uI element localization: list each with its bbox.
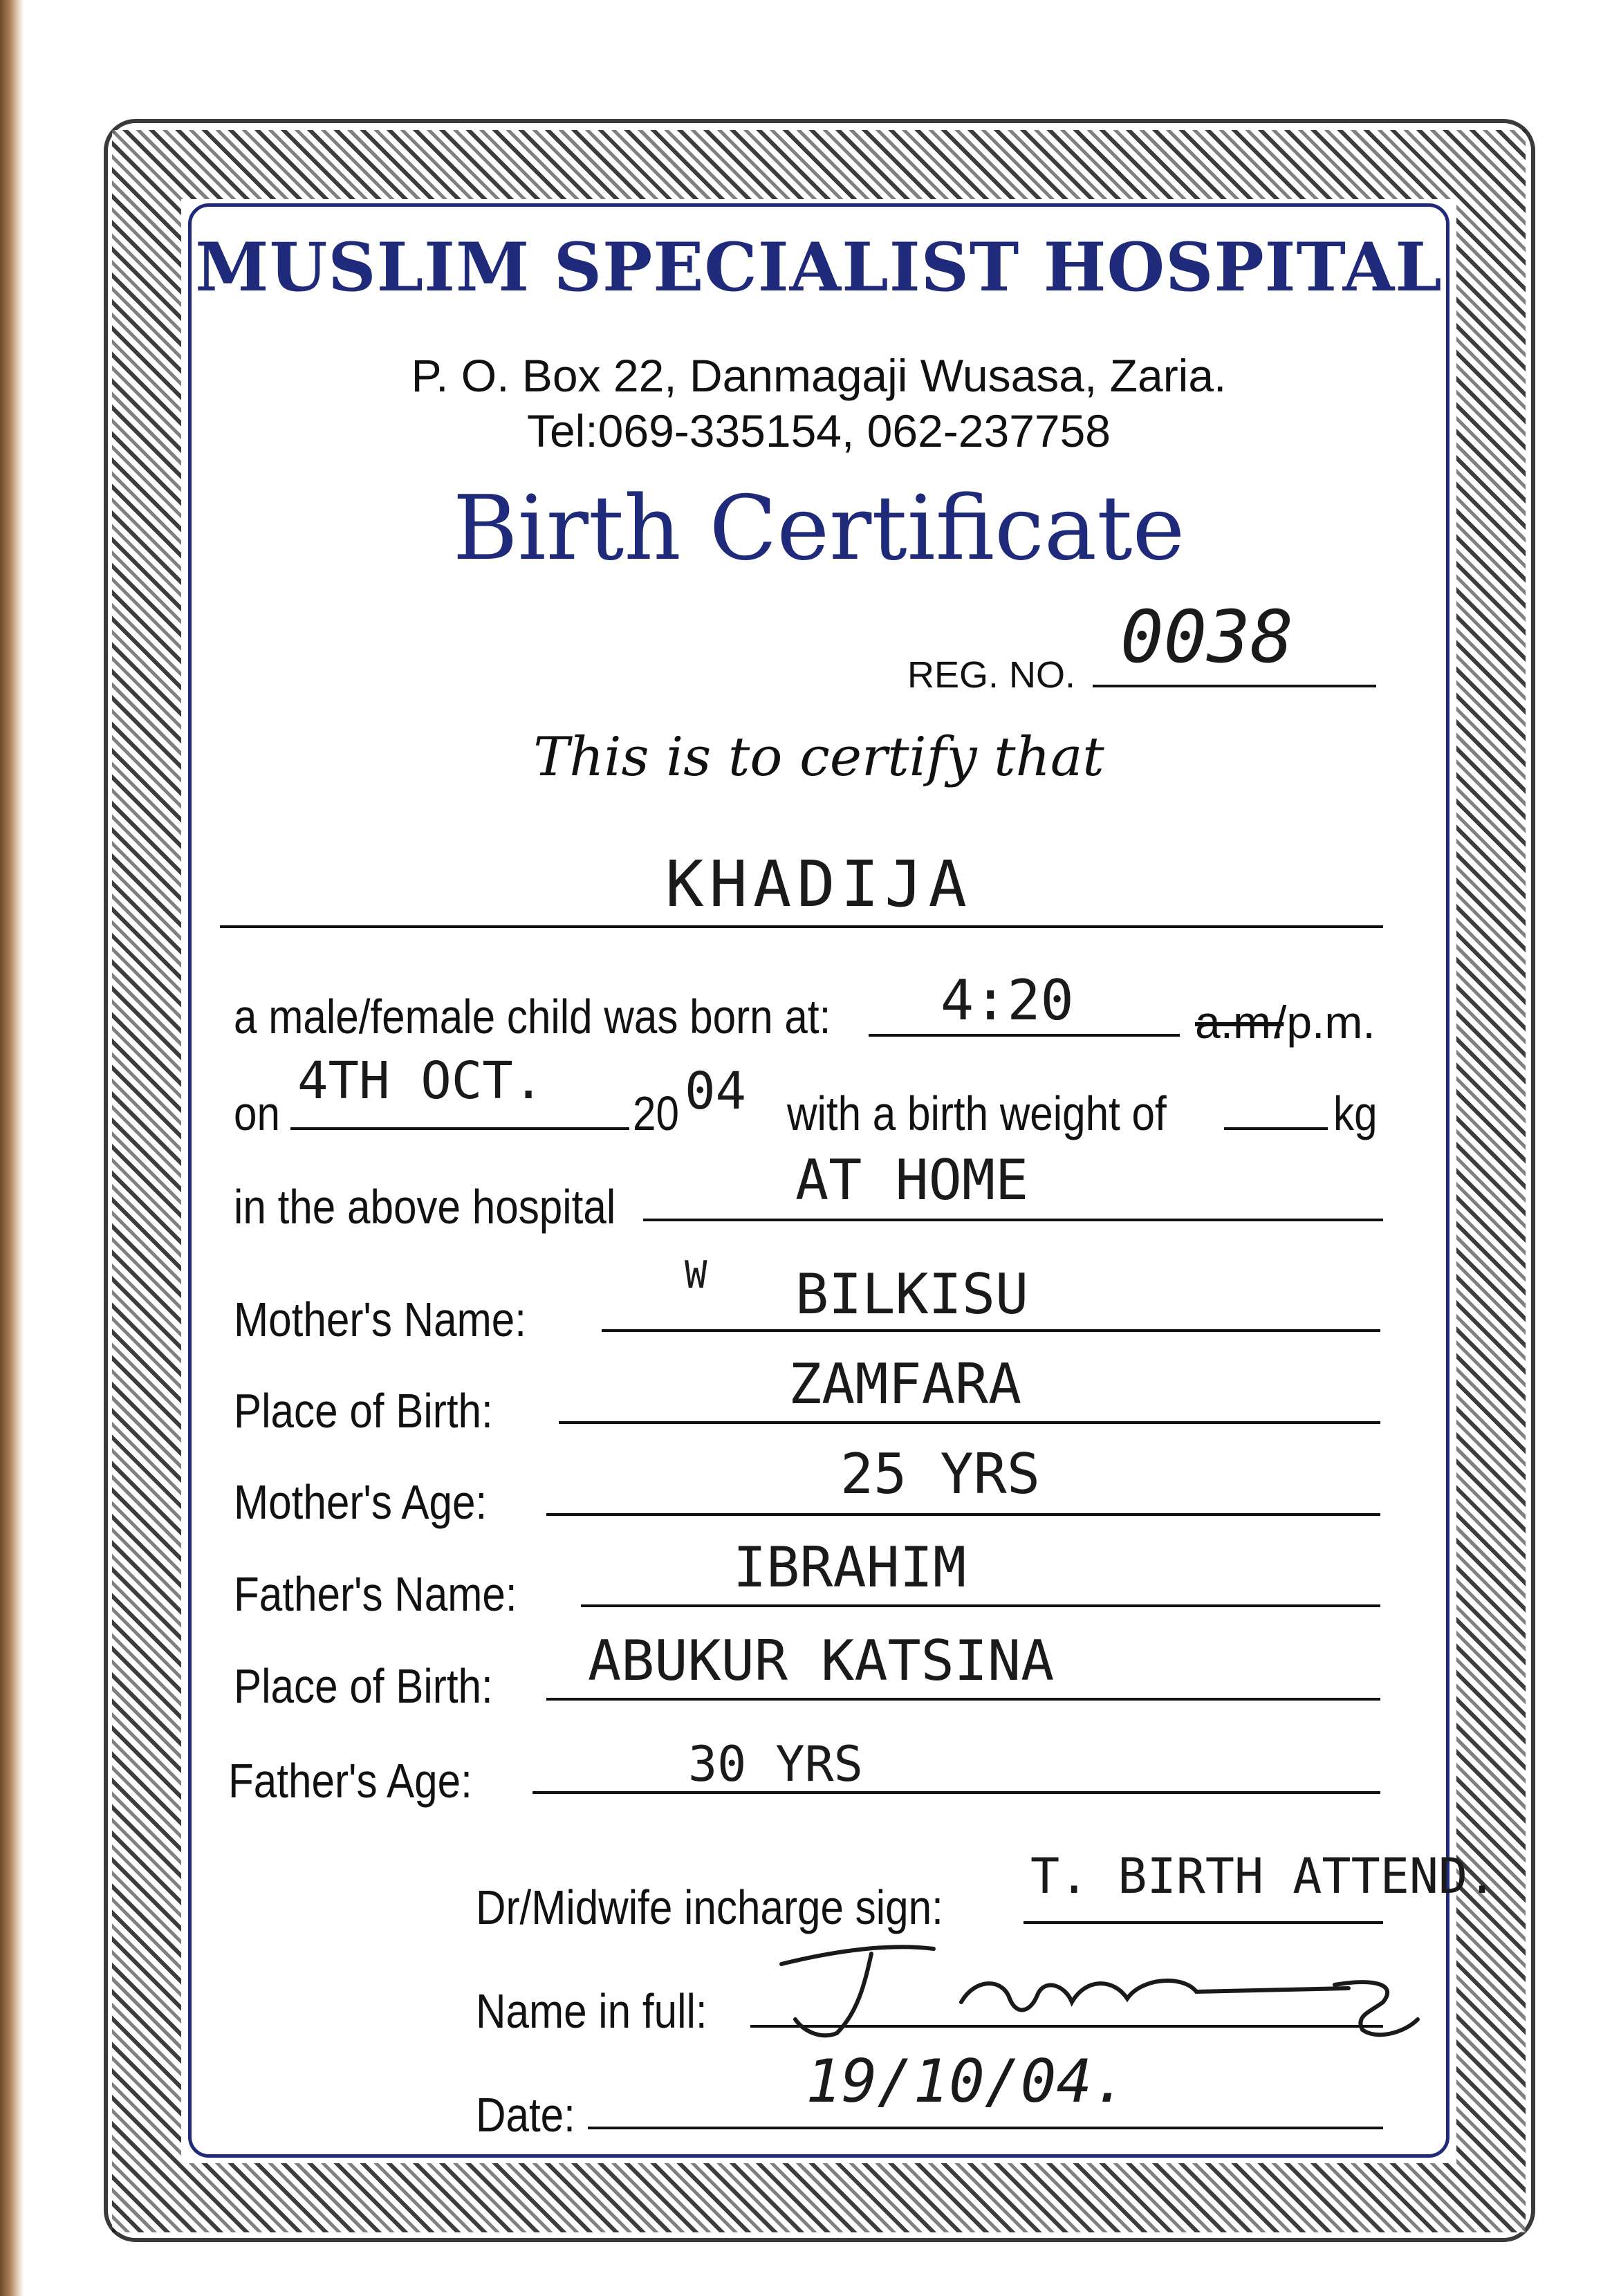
- date-value: 19/10/04.: [806, 2047, 1128, 2116]
- mother-name-prefix: W: [685, 1253, 707, 1297]
- mother-age-line: [546, 1513, 1380, 1516]
- birth-date-line: [290, 1127, 629, 1130]
- child-name-line: [220, 925, 1383, 928]
- child-name: KHADIJA: [665, 847, 972, 921]
- father-birthplace-line: [546, 1698, 1380, 1701]
- birth-time-value: 4:20: [941, 968, 1074, 1033]
- on-label: on: [234, 1086, 280, 1140]
- hospital-address: P. O. Box 22, Danmagaji Wusasa, Zaria.: [411, 350, 1227, 401]
- father-name-line: [581, 1604, 1380, 1607]
- scan-edge: [0, 0, 24, 2296]
- mother-age-value: 25 YRS: [840, 1442, 1040, 1506]
- certificate-title: Birth Certificate: [452, 477, 1185, 580]
- pm-option: /p.m.: [1274, 997, 1375, 1048]
- father-age-value: 30 YRS: [688, 1736, 863, 1793]
- date-label: Date:: [476, 2088, 575, 2142]
- year-value: 04: [685, 1062, 747, 1121]
- birth-date-value: 4TH OCT.: [297, 1051, 544, 1111]
- reg-no-label: REG. NO.: [907, 654, 1076, 696]
- weight-unit: kg: [1333, 1086, 1378, 1140]
- birth-time-line: [869, 1034, 1180, 1037]
- weight-label: with a birth weight of: [787, 1086, 1167, 1140]
- hospital-name: MUSLIM SPECIALIST HOSPITAL: [195, 228, 1443, 306]
- reg-no-line: [1093, 685, 1376, 687]
- sign-value: T. BIRTH ATTEND.: [1030, 1848, 1497, 1905]
- reg-no-value: 0038: [1120, 595, 1294, 679]
- father-age-line: [532, 1791, 1380, 1794]
- sign-line: [1023, 1921, 1383, 1924]
- fullname-label: Name in full:: [476, 1984, 707, 2038]
- place-line: [643, 1219, 1383, 1221]
- place-label: in the above hospital: [234, 1180, 616, 1234]
- father-birthplace-label: Place of Birth:: [234, 1659, 493, 1713]
- father-name-label: Father's Name:: [234, 1567, 517, 1621]
- birth-time-label: a male/female child was born at:: [234, 990, 831, 1044]
- mother-name-line: [602, 1329, 1380, 1332]
- sign-label: Dr/Midwife incharge sign:: [476, 1880, 943, 1934]
- certify-statement: This is to certify that: [533, 726, 1104, 788]
- signature-scribble: [754, 1936, 1445, 2040]
- mother-birthplace-value: ZAMFARA: [788, 1352, 1022, 1416]
- father-age-label: Father's Age:: [228, 1754, 472, 1808]
- mother-age-label: Mother's Age:: [234, 1475, 488, 1529]
- am-option: a.m.: [1195, 997, 1284, 1048]
- place-value: AT HOME: [795, 1148, 1029, 1212]
- mother-birthplace-label: Place of Birth:: [234, 1384, 493, 1438]
- mother-name-label: Mother's Name:: [234, 1293, 526, 1346]
- father-birthplace-value: ABUKUR KATSINA: [588, 1629, 1055, 1693]
- father-name-value: IBRAHIM: [733, 1535, 967, 1600]
- date-line: [588, 2127, 1383, 2129]
- mother-name-value: BILKISU: [795, 1262, 1029, 1326]
- weight-line: [1224, 1127, 1328, 1130]
- year-prefix: 20: [633, 1086, 679, 1140]
- hospital-telephone: Tel:069-335154, 062-237758: [526, 405, 1111, 456]
- mother-birthplace-line: [559, 1421, 1380, 1424]
